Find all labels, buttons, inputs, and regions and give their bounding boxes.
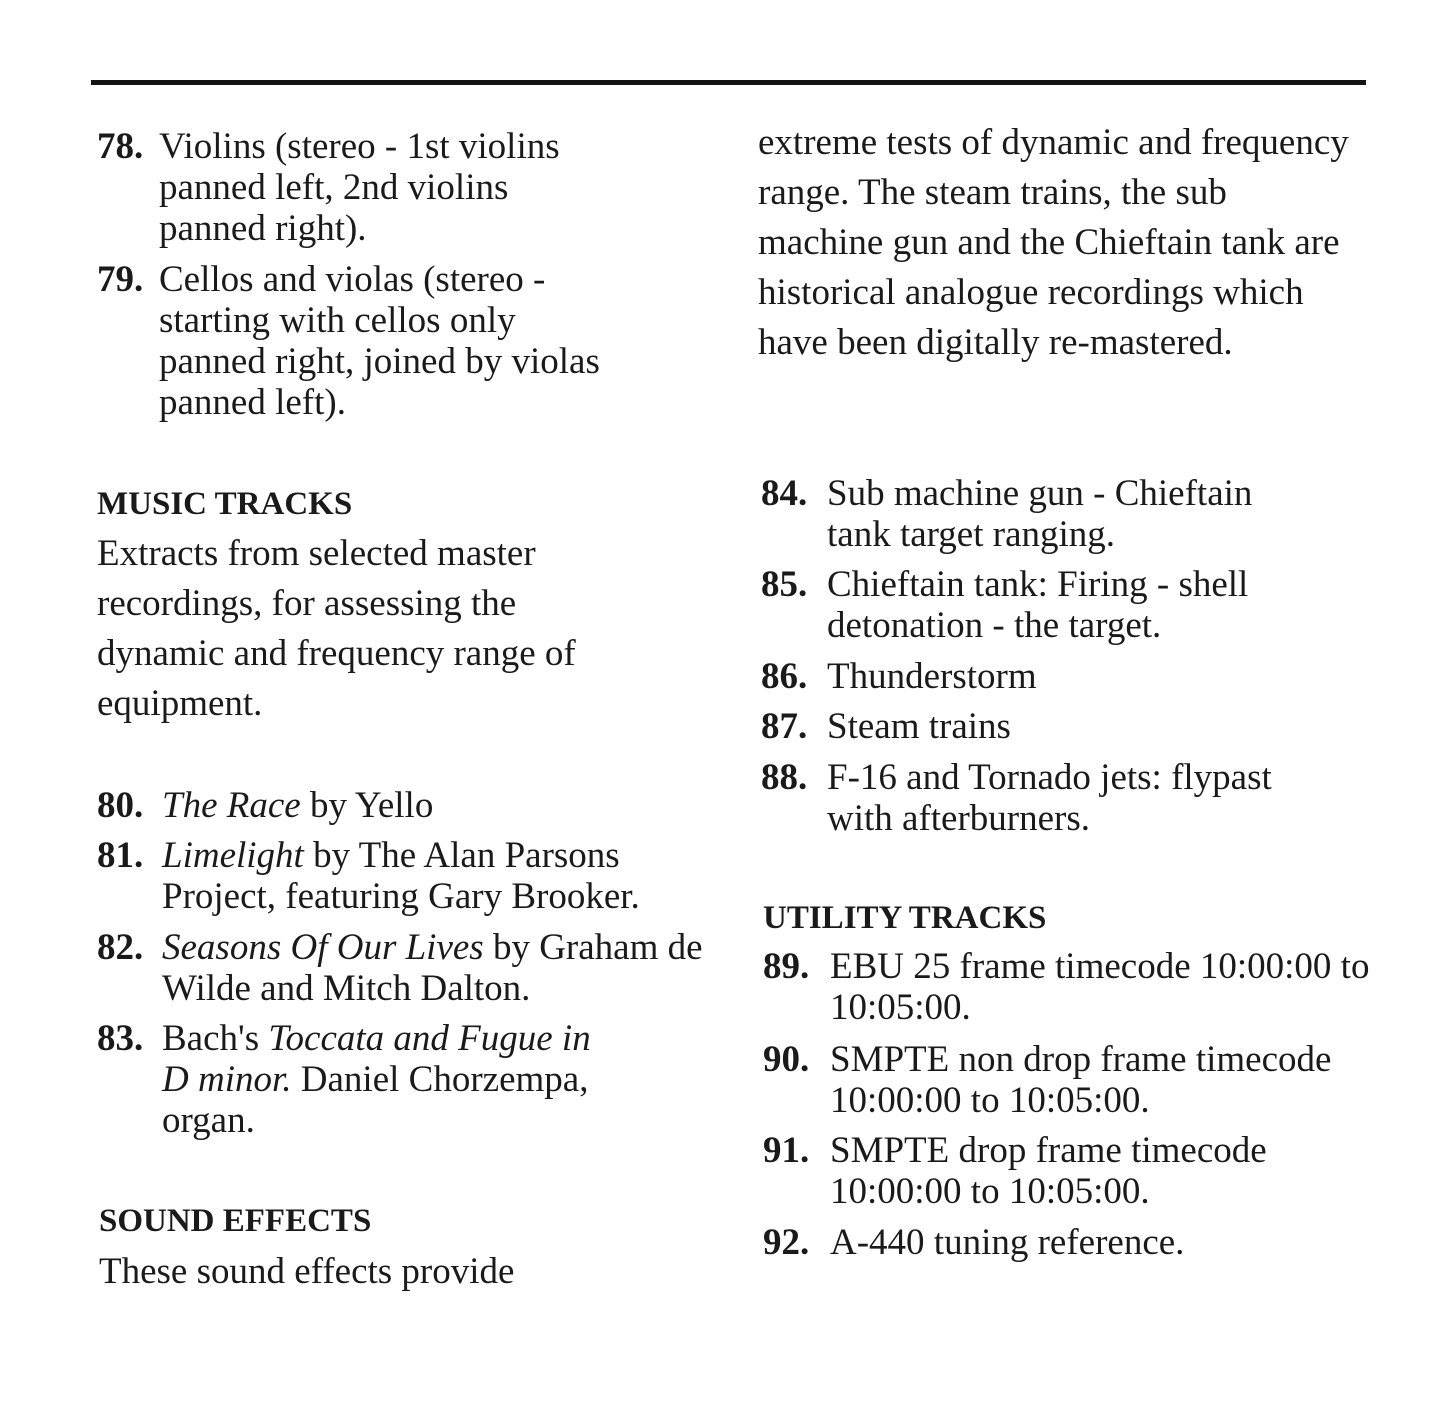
- utility-tracks-heading: UTILITY TRACKS: [763, 900, 1047, 936]
- track-description: F-16 and Tornado jets: flypast with afterburners.: [827, 757, 1272, 839]
- track-item-80: [97, 785, 707, 826]
- track-item-78: [97, 126, 617, 249]
- track-item-82: [97, 927, 707, 1009]
- track-credit: Daniel Chorzempa, organ.: [162, 1059, 589, 1141]
- track-description: SMPTE drop frame timecode 10:00:00 to 10:05:00.: [830, 1130, 1267, 1212]
- track-item-91: [763, 1130, 1333, 1212]
- track-number: 82.: [97, 927, 144, 968]
- track-number: 91.: [763, 1130, 810, 1171]
- track-number: 92.: [763, 1222, 810, 1263]
- track-item-85: [761, 564, 1321, 646]
- track-number: 90.: [763, 1039, 810, 1080]
- track-title: The Race: [162, 785, 301, 826]
- track-title: Limelight: [162, 835, 304, 876]
- track-number: 89.: [763, 946, 810, 987]
- music-tracks-heading: MUSIC TRACKS: [97, 486, 353, 522]
- track-credit: by Yello: [300, 785, 434, 826]
- track-description: [162, 927, 707, 1009]
- track-description: Sub machine gun - Chieftain tank target ranging.: [827, 473, 1253, 555]
- sound-effects-intro-start: These sound effects provide: [99, 1251, 515, 1292]
- track-description: [162, 835, 707, 917]
- track-number: 79.: [97, 259, 144, 300]
- track-number: 84.: [761, 473, 808, 514]
- track-item-92: [763, 1222, 1333, 1263]
- track-title: Toccata and Fugue in D minor.: [162, 1018, 591, 1100]
- track-description: Chieftain tank: Firing - shell detonation - the target.: [827, 564, 1249, 646]
- track-item-79: [97, 259, 617, 423]
- track-number: 80.: [97, 785, 144, 826]
- track-item-87: [761, 706, 1321, 747]
- sound-effects-heading: SOUND EFFECTS: [99, 1203, 372, 1239]
- track-number: 86.: [761, 656, 808, 697]
- track-description: Thunderstorm: [827, 656, 1037, 697]
- track-item-83: [97, 1018, 617, 1141]
- track-composer: Bach's: [162, 1018, 269, 1059]
- track-item-86: [761, 656, 1321, 697]
- track-title: Seasons Of Our Lives: [162, 927, 484, 968]
- top-rule: [91, 80, 1366, 85]
- track-description: Violins (stereo - 1st violins panned left, 2nd violins panned right).: [159, 126, 560, 249]
- track-number: 85.: [761, 564, 808, 605]
- track-credit: by Graham de Wilde and Mitch Dalton.: [162, 927, 703, 1009]
- track-item-81: [97, 835, 707, 917]
- track-number: 87.: [761, 706, 808, 747]
- track-item-88: [761, 757, 1331, 839]
- track-number: 83.: [97, 1018, 144, 1059]
- track-description: A-440 tuning reference.: [830, 1222, 1185, 1263]
- track-description: EBU 25 frame timecode 10:00:00 to 10:05:00.: [830, 946, 1370, 1028]
- track-description: Cellos and violas (stereo - starting with cellos only panned right, joined by violas panned left).: [159, 259, 600, 423]
- track-description: [162, 785, 707, 826]
- track-number: 81.: [97, 835, 144, 876]
- track-description: SMPTE non drop frame timecode 10:00:00 to 10:05:00.: [830, 1039, 1332, 1121]
- track-item-90: [763, 1039, 1333, 1121]
- track-item-89: [763, 946, 1373, 1028]
- track-item-84: [761, 473, 1321, 555]
- track-description: Steam trains: [827, 706, 1011, 747]
- track-number: 88.: [761, 757, 808, 798]
- track-description: [162, 1018, 617, 1141]
- sound-effects-intro-continued: extreme tests of dynamic and frequency range. The steam trains, the sub machine gun and the Chieftain tank are historical analogue recordings which have been digitally re-mastered.: [758, 122, 1349, 363]
- track-credit: by The Alan Parsons Project, featuring Gary Brooker.: [162, 835, 640, 917]
- track-number: 78.: [97, 126, 144, 167]
- music-tracks-intro: Extracts from selected master recordings, for assessing the dynamic and frequency range of equipment.: [97, 533, 576, 724]
